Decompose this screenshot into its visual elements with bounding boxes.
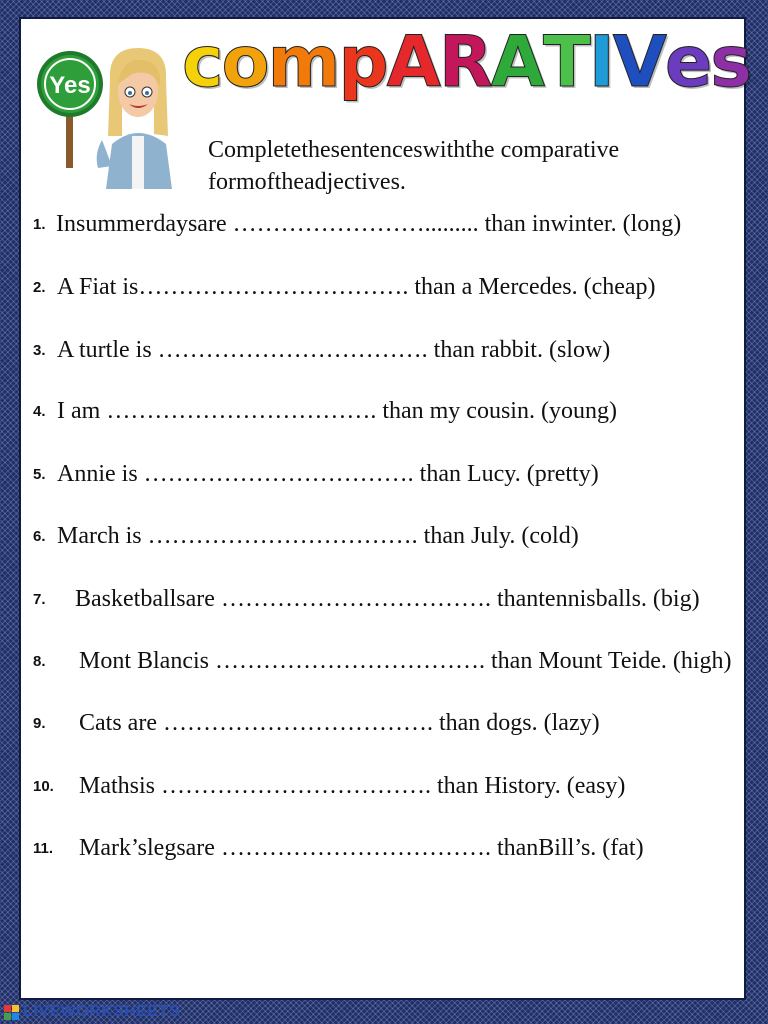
title-letter: c <box>182 21 222 103</box>
exercise-sentence: Mont Blancis ……………………………. than Mount Teide. (high) <box>79 648 732 674</box>
item-number: 1. <box>33 216 46 233</box>
title-letter: T <box>542 21 589 103</box>
title-letter: m <box>267 21 339 103</box>
yes-sign-text: Yes <box>49 72 91 99</box>
item-number: 4. <box>33 403 46 420</box>
title-letter: I <box>588 21 613 103</box>
exercise-sentence: A Fiat is……………………………. than a Mercedes. (cheap) <box>57 274 656 300</box>
exercise-sentence: I am ……………………………. than my cousin. (young) <box>57 398 617 424</box>
item-number: 3. <box>33 342 46 359</box>
exercise-sentence: Basketballsare ……………………………. thantennisballs. (big) <box>75 586 700 612</box>
title-letter: V <box>612 21 665 103</box>
item-number: 11. <box>33 840 54 857</box>
liveworksheets-logo <box>4 1002 180 1022</box>
title-letter: R <box>438 21 491 103</box>
item-number: 10. <box>33 778 54 795</box>
item-number: 8. <box>33 653 46 670</box>
exercise-sentence: A turtle is ……………………………. than rabbit. (slow) <box>57 337 611 363</box>
exercise-sentence: Annie is ……………………………. than Lucy. (pretty) <box>57 461 599 487</box>
liveworksheets-logo-icon <box>4 1005 19 1020</box>
title-letter: s <box>710 21 751 103</box>
exercise-sentence: Mark’slegsare ……………………………. thanBill’s. (fat) <box>79 835 644 861</box>
item-number: 7. <box>33 591 46 608</box>
exercise-sentence: March is ……………………………. than July. (cold) <box>57 523 579 549</box>
exercise-sentence: Insummerdaysare ……………………......... than inwinter. (long) <box>56 211 682 237</box>
title-letter: A <box>386 21 439 103</box>
liveworksheets-brand: LIVEWORKSHEETS <box>23 1003 181 1020</box>
item-number: 2. <box>33 279 46 296</box>
title-letter: e <box>664 21 711 103</box>
teacher-avatar <box>92 44 184 189</box>
item-number: 6. <box>33 528 46 545</box>
instructions-text: Completethesentenceswiththe comparative formoftheadjectives. <box>208 137 620 195</box>
exercise-sentence: Mathsis ……………………………. than History. (easy) <box>79 773 626 799</box>
title-letter: p <box>338 21 387 103</box>
title-letter: o <box>221 21 268 103</box>
exercise-sentence: Cats are ……………………………. than dogs. (lazy) <box>79 710 600 736</box>
title-letter: A <box>490 21 543 103</box>
worksheet-title <box>182 20 750 104</box>
item-number: 5. <box>33 466 46 483</box>
item-number: 9. <box>33 715 46 732</box>
